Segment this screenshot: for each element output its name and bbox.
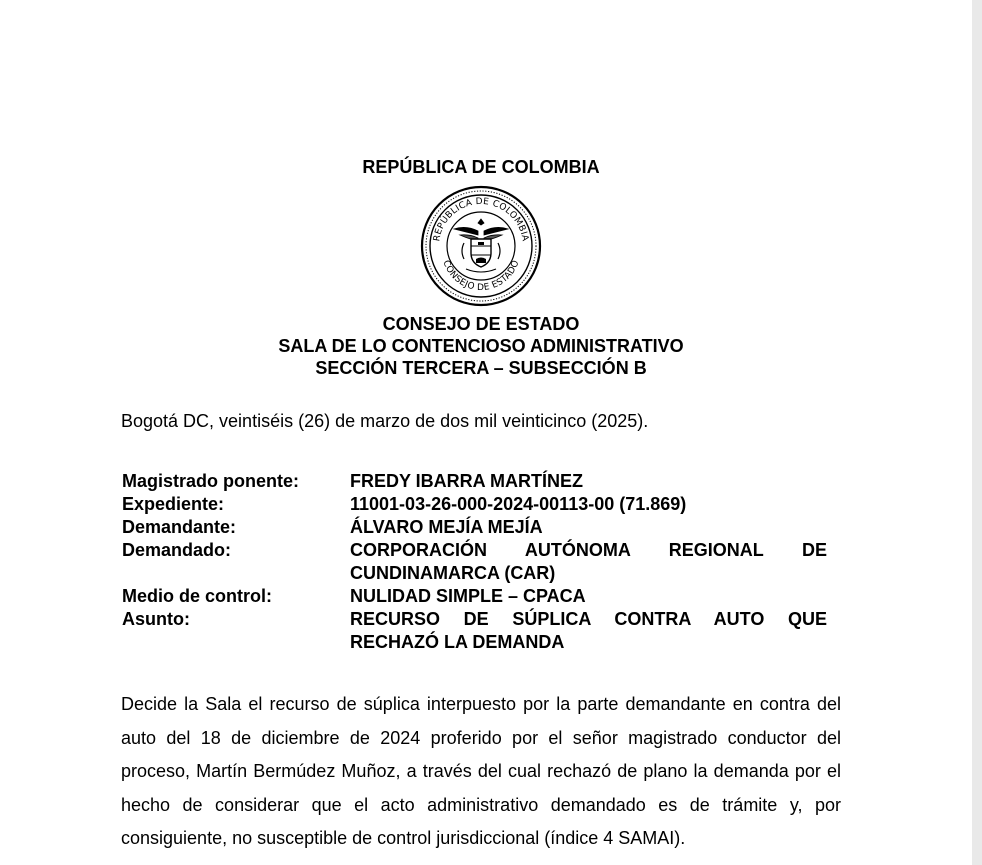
scrollbar-track[interactable]: [972, 0, 982, 865]
court-heading-line: SECCIÓN TERCERA – SUBSECCIÓN B: [315, 358, 647, 378]
case-info-value: RECURSO DE SÚPLICA CONTRA AUTO QUE RECHAZÓ LA DEMANDA: [350, 609, 827, 652]
case-info-value: CORPORACIÓN AUTÓNOMA REGIONAL DE CUNDINAMARCA (CAR): [350, 540, 827, 583]
case-info-row: [122, 493, 827, 516]
svg-text:CONSEJO DE ESTADO: CONSEJO DE ESTADO: [440, 258, 522, 294]
case-info-row: [122, 608, 827, 654]
case-info-label: Medio de control:: [122, 586, 272, 606]
case-info-value: 11001-03-26-000-2024-00113-00 (71.869): [350, 494, 687, 514]
consejo-de-estado-seal: [420, 185, 542, 307]
case-info-row: [122, 585, 827, 608]
case-info-value: ÁLVARO MEJÍA MEJÍA: [350, 517, 543, 537]
case-info-row: [122, 539, 827, 585]
case-info-table: [122, 470, 827, 654]
country-title: REPÚBLICA DE COLOMBIA: [362, 157, 600, 177]
court-heading-line: SALA DE LO CONTENCIOSO ADMINISTRATIVO: [278, 336, 684, 356]
case-info-label: Demandado:: [122, 540, 232, 560]
case-info-label: Demandante:: [122, 517, 237, 537]
case-info-value: FREDY IBARRA MARTÍNEZ: [350, 471, 583, 491]
case-info-row: [122, 470, 827, 493]
case-info-label: Asunto:: [122, 609, 190, 629]
case-info-label: Magistrado ponente:: [122, 471, 300, 491]
court-heading: [0, 313, 962, 379]
case-info-label: Expediente:: [122, 494, 225, 514]
court-heading-line: CONSEJO DE ESTADO: [382, 314, 580, 334]
body-paragraph: Decide la Sala el recurso de súplica interpuesto por la parte demandante en contra del auto del 18 de diciembre de 2024 proferido por el señor magistrado conductor del proceso, Martín Bermúdez Muñoz, a través del cual rechazó de plano la demanda por el hecho de considerar que el acto administrativo demandado es de trámite y, por consiguiente, no susceptible de control jurisdiccional (índice 4 SAMAI).: [121, 694, 841, 848]
case-info-row: [122, 516, 827, 539]
case-info-value: NULIDAD SIMPLE – CPACA: [350, 586, 586, 606]
svg-text:REPÚBLICA DE COLOMBIA: REPÚBLICA DE COLOMBIA: [432, 196, 530, 243]
date-line: Bogotá DC, veintiséis (26) de marzo de dos mil veinticinco (2025).: [121, 411, 649, 431]
